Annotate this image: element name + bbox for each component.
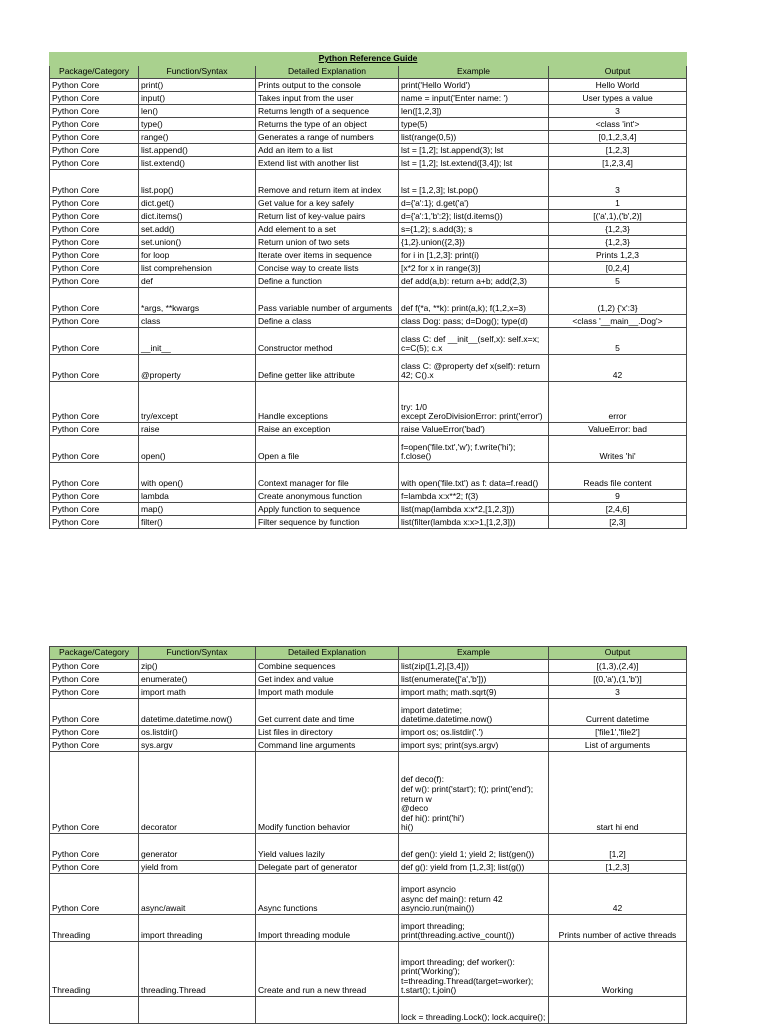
function-cell: __init__ [139,328,256,355]
output-cell: <class '__main__.Dog'> [549,315,687,328]
explanation-cell: Create anonymous function [256,490,399,503]
function-cell: zip() [139,660,256,673]
explanation-cell: Constructor method [256,328,399,355]
header-function-syntax: Function/Syntax [139,647,256,660]
explanation-cell: Extend list with another list [256,157,399,170]
category-cell: Python Core [50,157,139,170]
example-cell: import datetime; datetime.datetime.now() [399,699,549,726]
reference-table-2 [49,646,687,1024]
example-cell: lock = threading.Lock(); lock.acquire(); [399,997,549,1024]
function-cell: range() [139,131,256,144]
function-cell: with open() [139,463,256,490]
output-cell: {1,2,3} [549,236,687,249]
table-row [50,157,687,170]
table-row [50,997,687,1024]
category-cell: Python Core [50,752,139,834]
explanation-cell: Returns the type of an object [256,118,399,131]
function-cell: def [139,275,256,288]
output-cell: 3 [549,170,687,197]
function-cell: list.append() [139,144,256,157]
header-package-category: Package/Category [50,66,139,79]
category-cell: Python Core [50,874,139,915]
table-row [50,144,687,157]
table-row [50,223,687,236]
explanation-cell: Concise way to create lists [256,262,399,275]
table-row [50,355,687,382]
output-cell: List of arguments [549,739,687,752]
output-cell: 1 [549,197,687,210]
example-cell: for i in [1,2,3]: print(i) [399,249,549,262]
category-cell: Python Core [50,686,139,699]
explanation-cell [256,997,399,1024]
function-cell: dict.items() [139,210,256,223]
explanation-cell: Raise an exception [256,423,399,436]
function-cell: list.extend() [139,157,256,170]
table-row [50,262,687,275]
table-row [50,503,687,516]
function-cell: async/await [139,874,256,915]
header-function-syntax: Function/Syntax [139,66,256,79]
output-cell: [('a',1),('b',2)] [549,210,687,223]
function-cell: list comprehension [139,262,256,275]
output-cell: start hi end [549,752,687,834]
page-title: Python Reference Guide [50,53,687,66]
explanation-cell: Add element to a set [256,223,399,236]
function-cell: sys.argv [139,739,256,752]
category-cell: Python Core [50,355,139,382]
output-cell: 5 [549,275,687,288]
example-cell: list(enumerate(['a','b'])) [399,673,549,686]
table-row [50,861,687,874]
header-detailed-explanation: Detailed Explanation [256,66,399,79]
explanation-cell: Async functions [256,874,399,915]
table-row [50,170,687,197]
category-cell: Python Core [50,861,139,874]
function-cell: @property [139,355,256,382]
explanation-cell: Return union of two sets [256,236,399,249]
output-cell: Prints 1,2,3 [549,249,687,262]
function-cell: import threading [139,915,256,942]
table-row [50,423,687,436]
example-cell: raise ValueError('bad') [399,423,549,436]
example-cell: def g(): yield from [1,2,3]; list(g()) [399,861,549,874]
table-row [50,288,687,315]
category-cell [50,997,139,1024]
header-example: Example [399,647,549,660]
function-cell: print() [139,79,256,92]
category-cell: Python Core [50,249,139,262]
output-cell: ValueError: bad [549,423,687,436]
function-cell: os.listdir() [139,726,256,739]
explanation-cell: Generates a range of numbers [256,131,399,144]
function-cell: import math [139,686,256,699]
output-cell: Writes 'hi' [549,436,687,463]
category-cell: Python Core [50,660,139,673]
example-cell: import asyncio async def main(): return 42 asyncio.run(main()) [399,874,549,915]
explanation-cell: Delegate part of generator [256,861,399,874]
explanation-cell: Context manager for file [256,463,399,490]
function-cell: input() [139,92,256,105]
table-row [50,739,687,752]
category-cell: Python Core [50,288,139,315]
explanation-cell: Create and run a new thread [256,942,399,997]
category-cell: Python Core [50,170,139,197]
example-cell: [x*2 for x in range(3)] [399,262,549,275]
explanation-cell: Define a class [256,315,399,328]
category-cell: Python Core [50,739,139,752]
output-cell: User types a value [549,92,687,105]
output-cell: error [549,382,687,423]
example-cell: class Dog: pass; d=Dog(); type(d) [399,315,549,328]
output-cell: 3 [549,105,687,118]
output-cell: [1,2] [549,834,687,861]
output-cell: Current datetime [549,699,687,726]
example-cell: list(map(lambda x:x*2,[1,2,3])) [399,503,549,516]
explanation-cell: Prints output to the console [256,79,399,92]
function-cell: class [139,315,256,328]
category-cell: Python Core [50,516,139,529]
explanation-cell: Remove and return item at index [256,170,399,197]
output-cell: [(1,3),(2,4)] [549,660,687,673]
explanation-cell: Open a file [256,436,399,463]
explanation-cell: Pass variable number of arguments [256,288,399,315]
category-cell: Python Core [50,144,139,157]
example-cell: import threading; print(threading.active_count()) [399,915,549,942]
category-cell: Python Core [50,328,139,355]
table-row [50,118,687,131]
example-cell: class C: @property def x(self): return 42; C().x [399,355,549,382]
table-row [50,463,687,490]
table-row [50,197,687,210]
function-cell: enumerate() [139,673,256,686]
function-cell: generator [139,834,256,861]
example-cell: import math; math.sqrt(9) [399,686,549,699]
function-cell: threading.Thread [139,942,256,997]
output-cell: Prints number of active threads [549,915,687,942]
explanation-cell: Define getter like attribute [256,355,399,382]
function-cell: filter() [139,516,256,529]
header-detailed-explanation: Detailed Explanation [256,647,399,660]
explanation-cell: Iterate over items in sequence [256,249,399,262]
output-cell: 9 [549,490,687,503]
table-row [50,516,687,529]
example-cell: def add(a,b): return a+b; add(2,3) [399,275,549,288]
output-cell: 5 [549,328,687,355]
output-cell: [1,2,3] [549,861,687,874]
category-cell: Python Core [50,834,139,861]
category-cell: Python Core [50,210,139,223]
explanation-cell: Get index and value [256,673,399,686]
example-cell: def deco(f): def w(): print('start'); f(); print('end'); return w @deco def hi(): print('hi') hi() [399,752,549,834]
category-cell: Python Core [50,490,139,503]
output-cell: Reads file content [549,463,687,490]
category-cell: Python Core [50,699,139,726]
category-cell: Python Core [50,92,139,105]
example-cell: lst = [1,2]; lst.append(3); lst [399,144,549,157]
explanation-cell: Import threading module [256,915,399,942]
example-cell: try: 1/0 except ZeroDivisionError: print('error') [399,382,549,423]
example-cell: {1,2}.union({2,3}) [399,236,549,249]
category-cell: Python Core [50,79,139,92]
function-cell: lambda [139,490,256,503]
table-row [50,915,687,942]
category-cell: Python Core [50,118,139,131]
explanation-cell: Return list of key-value pairs [256,210,399,223]
example-cell: type(5) [399,118,549,131]
reference-table-1 [49,52,687,529]
explanation-cell: Handle exceptions [256,382,399,423]
example-cell: class C: def __init__(self,x): self.x=x; c=C(5); c.x [399,328,549,355]
category-cell: Python Core [50,223,139,236]
explanation-cell: Define a function [256,275,399,288]
explanation-cell: List files in directory [256,726,399,739]
table-row [50,105,687,118]
function-cell: type() [139,118,256,131]
example-cell: with open('file.txt') as f: data=f.read() [399,463,549,490]
table-row [50,726,687,739]
table-row [50,699,687,726]
function-cell: for loop [139,249,256,262]
category-cell: Python Core [50,262,139,275]
example-cell: f=lambda x:x**2; f(3) [399,490,549,503]
explanation-cell: Get value for a key safely [256,197,399,210]
explanation-cell: Get current date and time [256,699,399,726]
function-cell: open() [139,436,256,463]
function-cell: try/except [139,382,256,423]
header-output: Output [549,647,687,660]
header-example: Example [399,66,549,79]
table-row [50,874,687,915]
category-cell: Python Core [50,423,139,436]
table-row [50,686,687,699]
table-row [50,275,687,288]
example-cell: s={1,2}; s.add(3); s [399,223,549,236]
category-cell: Python Core [50,315,139,328]
explanation-cell: Apply function to sequence [256,503,399,516]
example-cell: list(zip([1,2],[3,4])) [399,660,549,673]
function-cell: list.pop() [139,170,256,197]
category-cell: Python Core [50,726,139,739]
table-row [50,942,687,997]
output-cell: [(0,'a'),(1,'b')] [549,673,687,686]
table-row [50,490,687,503]
function-cell [139,997,256,1024]
output-cell: [1,2,3] [549,144,687,157]
table-row [50,210,687,223]
example-cell: import threading; def worker(): print('Working'); t=threading.Thread(target=worker); t.start(); t.join() [399,942,549,997]
category-cell: Python Core [50,236,139,249]
output-cell [549,997,687,1024]
category-cell: Python Core [50,131,139,144]
example-cell: f=open('file.txt','w'); f.write('hi'); f.close() [399,436,549,463]
function-cell: yield from [139,861,256,874]
function-cell: map() [139,503,256,516]
output-cell: [0,1,2,3,4] [549,131,687,144]
category-cell: Python Core [50,673,139,686]
table-row [50,752,687,834]
output-cell: [1,2,3,4] [549,157,687,170]
example-cell: list(range(0,5)) [399,131,549,144]
category-cell: Python Core [50,197,139,210]
table-row [50,92,687,105]
function-cell: len() [139,105,256,118]
explanation-cell: Takes input from the user [256,92,399,105]
function-cell: raise [139,423,256,436]
table-row [50,315,687,328]
example-cell: d={'a':1}; d.get('a') [399,197,549,210]
category-cell: Python Core [50,382,139,423]
example-cell: name = input('Enter name: ') [399,92,549,105]
output-cell: [0,2,4] [549,262,687,275]
table-row [50,79,687,92]
explanation-cell: Add an item to a list [256,144,399,157]
output-cell: Hello World [549,79,687,92]
output-cell: (1,2) {'x':3} [549,288,687,315]
example-cell: import os; os.listdir('.') [399,726,549,739]
function-cell: decorator [139,752,256,834]
output-cell: Working [549,942,687,997]
explanation-cell: Returns length of a sequence [256,105,399,118]
explanation-cell: Yield values lazily [256,834,399,861]
explanation-cell: Import math module [256,686,399,699]
table-row [50,236,687,249]
example-cell: lst = [1,2]; lst.extend([3,4]); lst [399,157,549,170]
category-cell: Python Core [50,275,139,288]
output-cell: ['file1','file2'] [549,726,687,739]
category-cell: Python Core [50,463,139,490]
explanation-cell: Command line arguments [256,739,399,752]
example-cell: import sys; print(sys.argv) [399,739,549,752]
table-row [50,673,687,686]
function-cell: datetime.datetime.now() [139,699,256,726]
output-cell: [2,4,6] [549,503,687,516]
header-package-category: Package/Category [50,647,139,660]
table-row [50,131,687,144]
explanation-cell: Modify function behavior [256,752,399,834]
output-cell: <class 'int'> [549,118,687,131]
example-cell: def f(*a, **k): print(a,k); f(1,2,x=3) [399,288,549,315]
table-row [50,249,687,262]
example-cell: lst = [1,2,3]; lst.pop() [399,170,549,197]
output-cell: 42 [549,355,687,382]
category-cell: Threading [50,942,139,997]
explanation-cell: Combine sequences [256,660,399,673]
table-row [50,436,687,463]
table-row [50,660,687,673]
output-cell: 3 [549,686,687,699]
category-cell: Threading [50,915,139,942]
output-cell: 42 [549,874,687,915]
example-cell: def gen(): yield 1; yield 2; list(gen()) [399,834,549,861]
output-cell: {1,2,3} [549,223,687,236]
explanation-cell: Filter sequence by function [256,516,399,529]
table-row [50,834,687,861]
table-row [50,382,687,423]
table-row [50,328,687,355]
category-cell: Python Core [50,436,139,463]
example-cell: d={'a':1,'b':2}; list(d.items()) [399,210,549,223]
example-cell: print('Hello World') [399,79,549,92]
output-cell: [2,3] [549,516,687,529]
example-cell: len([1,2,3]) [399,105,549,118]
function-cell: set.union() [139,236,256,249]
category-cell: Python Core [50,503,139,516]
category-cell: Python Core [50,105,139,118]
header-output: Output [549,66,687,79]
function-cell: *args, **kwargs [139,288,256,315]
function-cell: dict.get() [139,197,256,210]
function-cell: set.add() [139,223,256,236]
example-cell: list(filter(lambda x:x>1,[1,2,3])) [399,516,549,529]
